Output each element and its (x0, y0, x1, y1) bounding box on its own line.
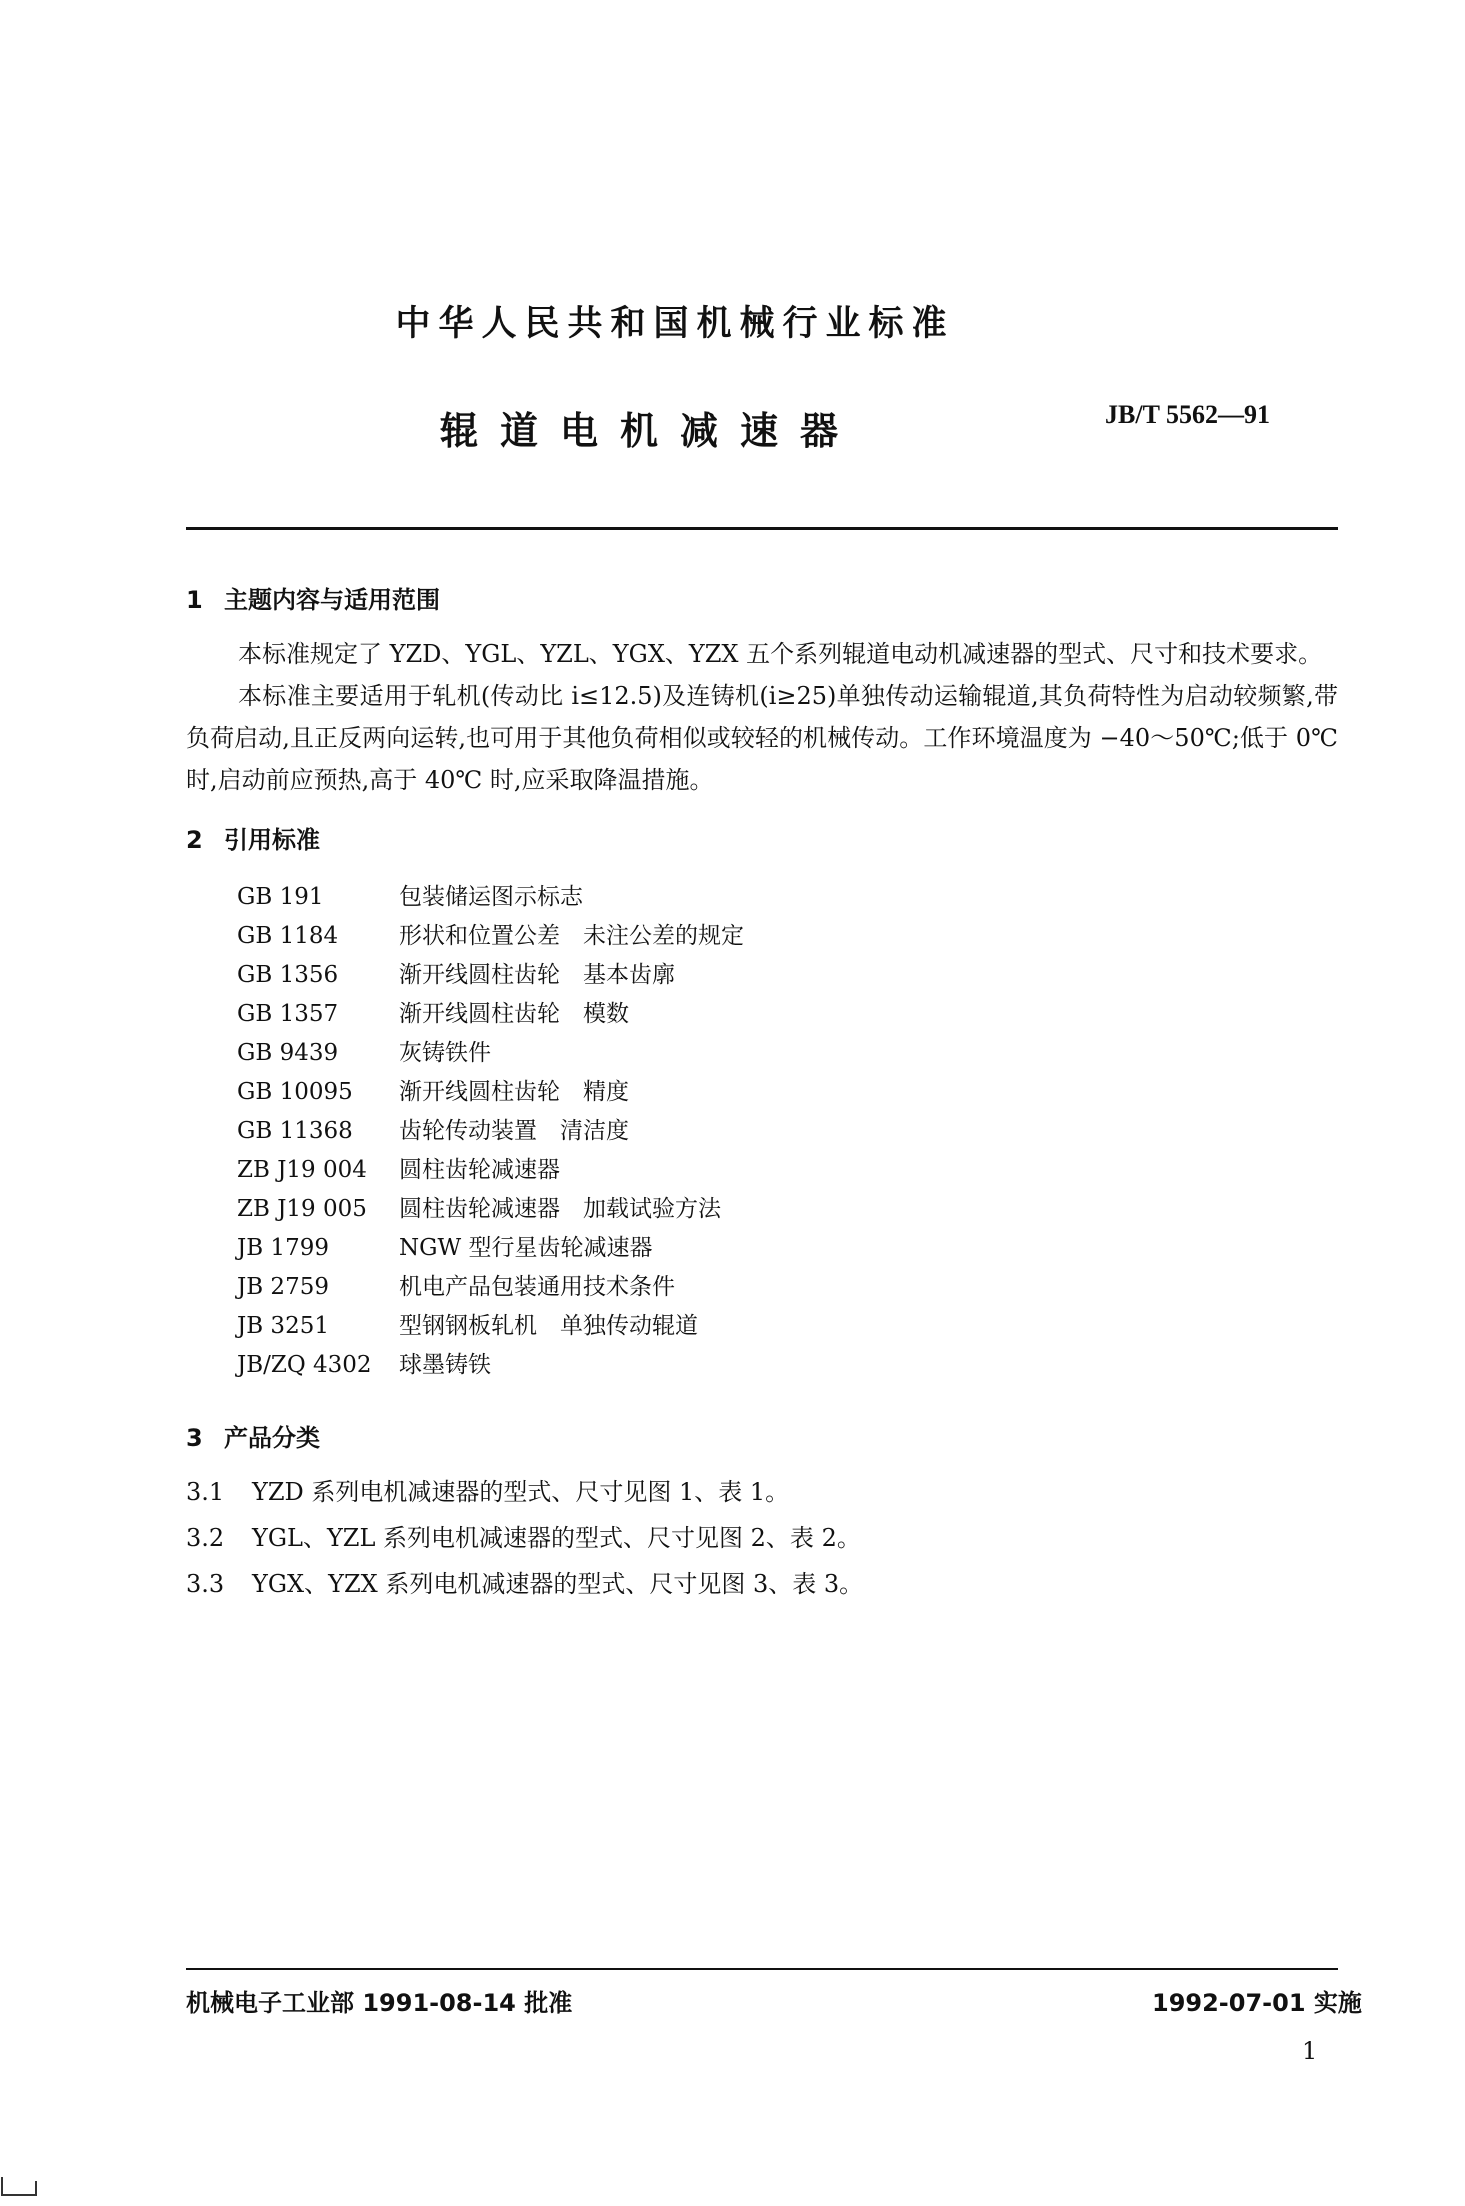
reference-item (237, 1073, 744, 1112)
bottom-divider (186, 1968, 1338, 1970)
reference-name: 球墨铸铁 (399, 1352, 491, 1378)
section-3-heading (186, 1418, 320, 1453)
standard-title: 辊道电机减速器 (439, 409, 860, 453)
section-2-title: 引用标准 (224, 826, 320, 854)
clause-number: 3.2 (186, 1524, 225, 1552)
org-title: 中华人民共和国机械行业标准 (395, 304, 955, 344)
reference-code: GB 1184 (237, 923, 339, 949)
reference-item (237, 956, 744, 995)
reference-code: GB 11368 (237, 1118, 353, 1144)
reference-code: ZB J19 004 (237, 1157, 367, 1183)
section-1-title: 主题内容与适用范围 (224, 586, 440, 614)
effective-date: 1992-07-01 实施 (1152, 1989, 1362, 2017)
reference-name: 包装储运图示标志 (399, 884, 583, 910)
top-divider (186, 527, 1338, 530)
reference-name: 圆柱齿轮减速器 加载试验方法 (399, 1196, 721, 1222)
reference-list (237, 878, 744, 1385)
reference-code: JB 3251 (237, 1313, 329, 1339)
section-3-title: 产品分类 (224, 1424, 320, 1452)
reference-code: JB 1799 (237, 1235, 329, 1261)
reference-name: 形状和位置公差 未注公差的规定 (399, 923, 744, 949)
reference-code: GB 9439 (237, 1040, 339, 1066)
reference-name: 机电产品包装通用技术条件 (399, 1274, 675, 1300)
reference-item (237, 1034, 744, 1073)
classification-item (186, 1469, 863, 1515)
reference-name: 型钢钢板轧机 单独传动辊道 (399, 1313, 698, 1339)
approval-note: 机械电子工业部 1991-08-14 批准 (186, 1989, 573, 2017)
reference-name: 灰铸铁件 (399, 1040, 491, 1066)
section-2-heading (186, 820, 320, 855)
reference-name: 渐开线圆柱齿轮 基本齿廓 (399, 962, 675, 988)
clause-text: YGX、YZX 系列电机减速器的型式、尺寸见图 3、表 3。 (252, 1570, 864, 1598)
reference-name: 渐开线圆柱齿轮 精度 (399, 1079, 629, 1105)
reference-item (237, 1268, 744, 1307)
clause-number: 3.3 (186, 1570, 225, 1598)
reference-item (237, 1112, 744, 1151)
section-1-number: 1 (186, 586, 203, 614)
reference-item (237, 878, 744, 917)
reference-item (237, 1151, 744, 1190)
reference-name: 齿轮传动装置 清洁度 (399, 1118, 629, 1144)
classification-item (186, 1515, 863, 1561)
page-number: 1 (1302, 2037, 1318, 2065)
reference-name: NGW 型行星齿轮减速器 (399, 1235, 653, 1261)
clause-number: 3.1 (186, 1478, 225, 1506)
reference-item (237, 1190, 744, 1229)
classification-item (186, 1561, 863, 1607)
reference-item (237, 1307, 744, 1346)
section-1-paragraph-1: 本标准规定了 YZD、YGL、YZL、YGX、YZX 五个系列辊道电动机减速器的型式、尺寸和技术要求。 (238, 640, 1323, 668)
section-3-number: 3 (186, 1424, 203, 1452)
reference-code: GB 1357 (237, 1001, 339, 1027)
classification-list (186, 1469, 863, 1607)
reference-item (237, 995, 744, 1034)
reference-name: 渐开线圆柱齿轮 模数 (399, 1001, 629, 1027)
reference-code: GB 191 (237, 884, 324, 910)
reference-code: GB 1356 (237, 962, 339, 988)
clause-text: YGL、YZL 系列电机减速器的型式、尺寸见图 2、表 2。 (252, 1524, 861, 1552)
reference-code: JB/ZQ 4302 (237, 1352, 372, 1378)
reference-code: GB 10095 (237, 1079, 353, 1105)
section-1-heading (186, 580, 440, 615)
reference-name: 圆柱齿轮减速器 (399, 1157, 560, 1183)
reference-item (237, 917, 744, 956)
standard-code: JB/T 5562—91 (1105, 400, 1270, 429)
reference-code: JB 2759 (237, 1274, 329, 1300)
reference-code: ZB J19 005 (237, 1196, 367, 1222)
reference-item (237, 1229, 744, 1268)
corner-crop-mark (0, 2175, 38, 2197)
section-2-number: 2 (186, 826, 203, 854)
clause-text: YZD 系列电机减速器的型式、尺寸见图 1、表 1。 (252, 1478, 790, 1506)
reference-item (237, 1346, 744, 1385)
section-1-paragraph-2: 本标准主要适用于轧机(传动比 i≤12.5)及连铸机(i≥25)单独传动运输辊道,其负荷特性为启动较频繁,带负荷启动,且正反两向运转,也可用于其他负荷相似或较轻的机械传动。工作环境温度为 −40～50℃;低于 0℃时,启动前应预热,高于 40℃ 时,应采取降温措施。 (186, 682, 1338, 794)
